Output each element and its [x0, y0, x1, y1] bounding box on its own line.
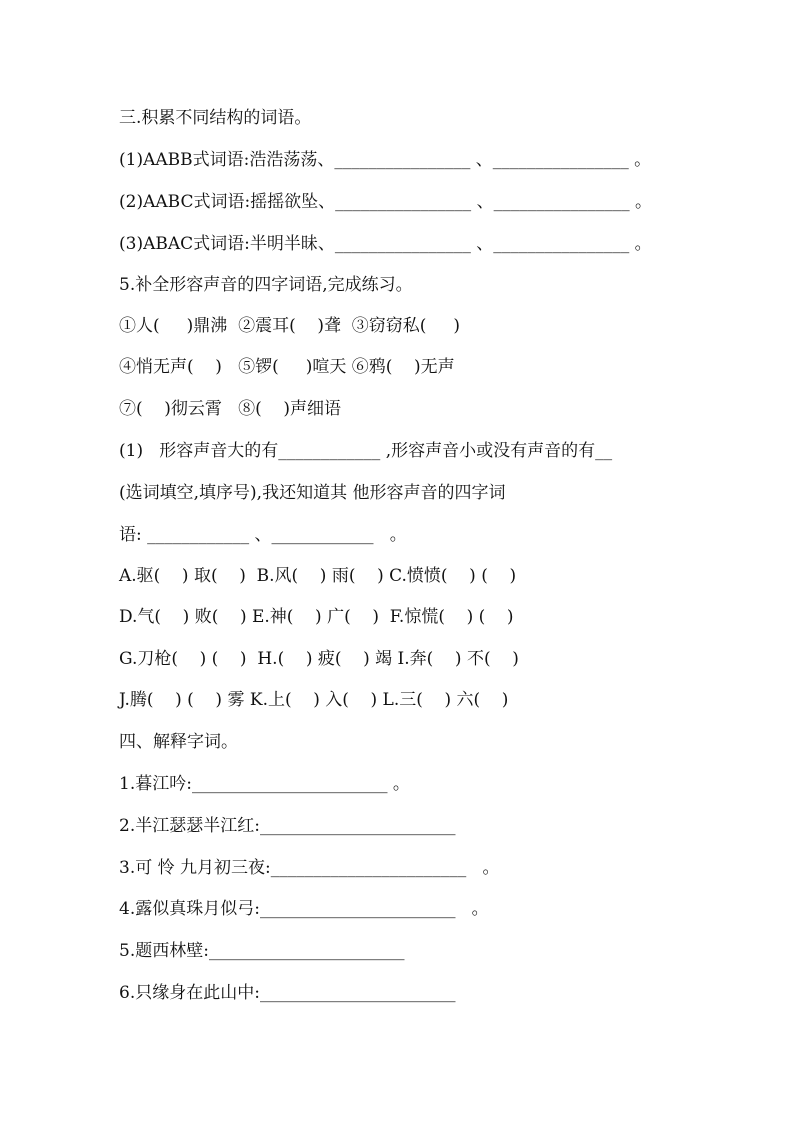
section4-item-6: 6.只缘身在此山中:_______________________: [119, 983, 456, 1003]
section4-item-2: 2.半江瑟瑟半江红:_______________________: [119, 816, 456, 836]
section4-item-3: 3.可 怜 九月初三夜:_______________________ 。: [119, 858, 500, 878]
q5-title: 5.补全形容声音的四字词语,完成练习。: [119, 275, 413, 295]
q5-row-2: ④悄无声( ) ⑤锣( )喧天 ⑥鸦( )无声: [119, 357, 455, 377]
abac-item: (3)ABAC式词语:半明半昧、________________ 、________________ 。: [119, 234, 652, 254]
aabc-item: (2)AABC式词语:摇摇欲坠、________________ 、________________ 。: [119, 192, 652, 212]
option-row-1: A.驱( ) 取( ) B.风( ) 雨( ) C.愤愤( ) ( ): [119, 566, 517, 586]
aabb-item: (1)AABB式词语:浩浩荡荡、________________ 、________________ 。: [119, 150, 652, 170]
q5-sub1-line3: 语: ____________ 、____________ 。: [119, 525, 407, 545]
q5-row-1: ①人( )鼎沸 ②震耳( )聋 ③窃窃私( ): [119, 316, 461, 336]
q5-sub1-line1: (1) 形容声音大的有____________ ,形容声音小或没有声音的有__: [119, 441, 613, 461]
option-row-3: G.刀枪( ) ( ) H.( ) 疲( ) 竭 I.奔( ) 不( ): [119, 649, 519, 669]
section4-heading: 四、解释字词。: [119, 732, 238, 752]
section4-item-1: 1.暮江吟:_______________________ 。: [119, 774, 410, 794]
section4-item-5: 5.题西林壁:_______________________: [119, 941, 405, 961]
option-row-4: J.腾( ) ( ) 雾 K.上( ) 入( ) L.三( ) 六( ): [119, 690, 509, 710]
q5-row-3: ⑦( )彻云霄 ⑧( )声细语: [119, 399, 341, 419]
section3-heading: 三.积累不同结构的词语。: [119, 108, 312, 128]
option-row-2: D.气( ) 败( ) E.神( ) 广( ) F.惊慌( ) ( ): [119, 607, 514, 627]
q5-sub1-line2: (选词填空,填序号),我还知道其 他形容声音的四字词: [119, 483, 506, 503]
section4-item-4: 4.露似真珠月似弓:_______________________ 。: [119, 899, 489, 919]
